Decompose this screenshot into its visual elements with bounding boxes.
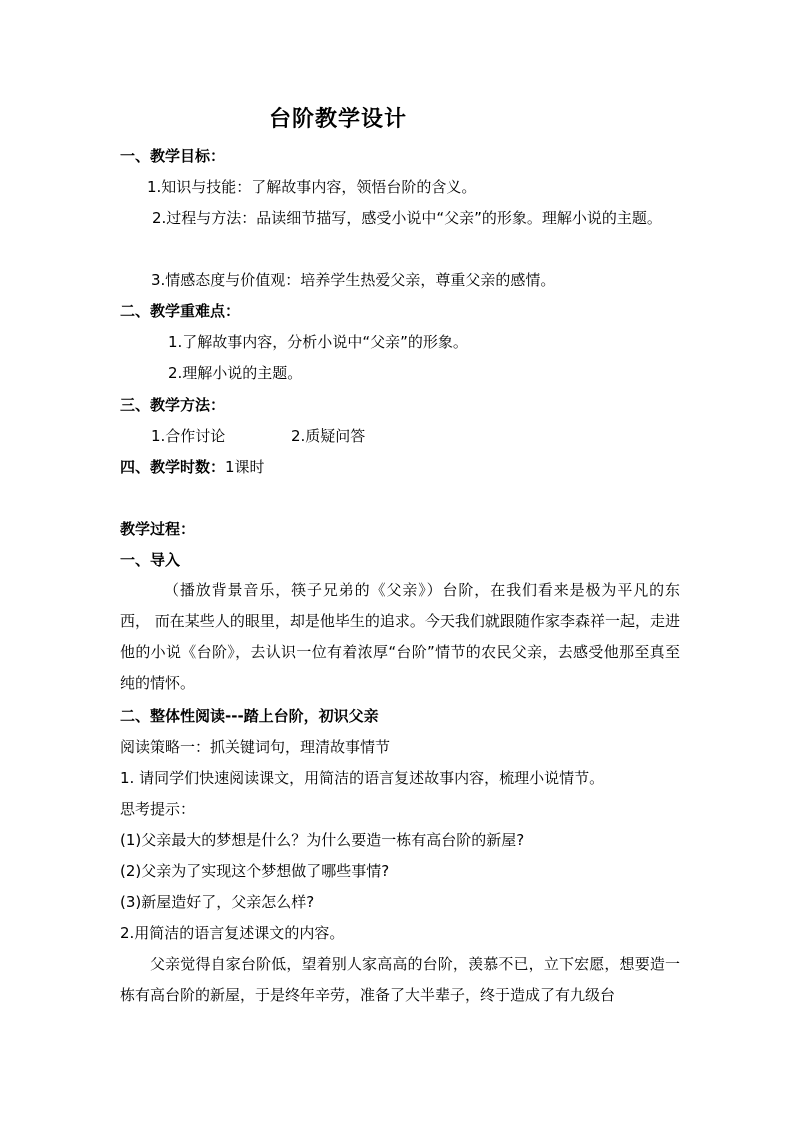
- time-value: 1课时: [225, 458, 265, 476]
- intro-heading: 一、导入: [120, 551, 181, 569]
- question-1: (1)父亲最大的梦想是什么？为什么要造一栋有高台阶的新屋?: [120, 831, 525, 849]
- method-item-2: 2.质疑问答: [291, 427, 366, 445]
- reading-strategy: 阅读策略一：抓关键词句，理清故事情节: [120, 738, 391, 756]
- objective-item-1: 1.知识与技能：了解故事内容，领悟台阶的含义。: [147, 178, 477, 196]
- question-2: (2)父亲为了实现这个梦想做了哪些事情?: [120, 862, 390, 880]
- key-point-item-1: 1.了解故事内容，分析小说中“父亲”的形象。: [168, 333, 468, 351]
- process-heading: 教学过程：: [120, 520, 196, 538]
- objective-item-3: 3.情感态度与价值观：培养学生热爱父亲，尊重父亲的感情。: [151, 271, 556, 289]
- intro-paragraph: （播放背景音乐，筷子兄弟的《父亲》）台阶，在我们看来是极为平凡的东西， 而在某些人的眼里，却是他毕生的追求。今天我们就跟随作家李森祥一起，走进他的小说《台阶》，去认识一位有着浓厚“台阶”情节的农民父亲，去感受他那至真至纯的情怀。: [120, 581, 680, 692]
- summary-paragraph: 父亲觉得自家台阶低，望着别人家高高的台阶，羡慕不已，立下宏愿，想要造一栋有高台阶的新屋，于是终年辛劳，准备了大半辈子，终于造成了有九级台: [120, 955, 680, 1004]
- hint-label: 思考提示：: [120, 800, 196, 818]
- question-3: (3)新屋造好了，父亲怎么样?: [120, 893, 315, 911]
- key-point-item-2: 2.理解小说的主题。: [168, 364, 303, 382]
- methods-heading: 三、教学方法：: [120, 396, 226, 414]
- task-2: 2.用简洁的语言复述课文的内容。: [120, 924, 345, 942]
- objective-item-2: 2.过程与方法：品读细节描写，感受小说中“父亲”的形象。理解小说的主题。: [152, 209, 662, 227]
- objectives-heading: 一、教学目标：: [120, 147, 226, 165]
- method-item-1: 1.合作讨论: [151, 427, 226, 445]
- key-points-heading: 二、教学重难点：: [120, 302, 241, 320]
- time-line: [120, 457, 265, 477]
- reading-heading: 二、整体性阅读---踏上台阶，初识父亲: [120, 707, 379, 725]
- document-title: 台阶教学设计: [268, 107, 407, 132]
- time-heading: 四、教学时数：: [120, 458, 226, 476]
- task-1: 1. 请同学们快速阅读课文，用简洁的语言复述故事内容，梳理小说情节。: [120, 769, 605, 787]
